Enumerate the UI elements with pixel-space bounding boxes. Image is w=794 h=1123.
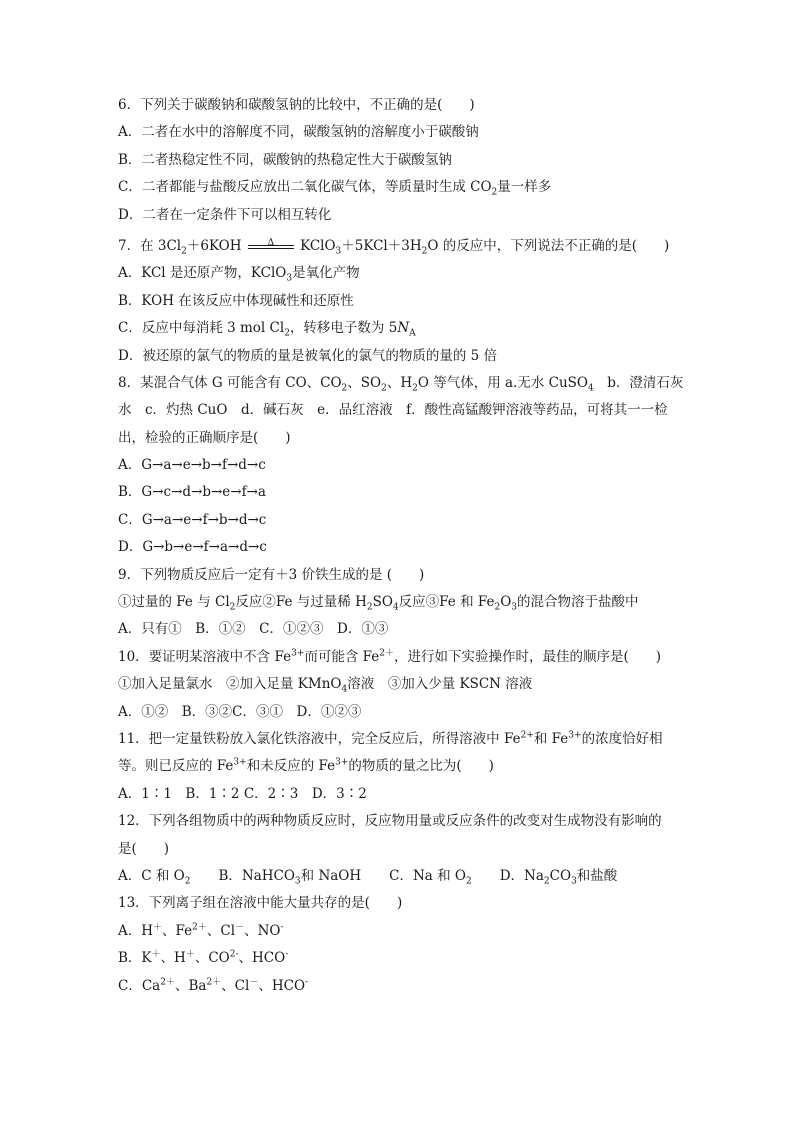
q8-option-b: B．G→c→d→b→e→f→a — [118, 484, 266, 501]
q9-stem: 9．下列物质反应后一定有＋3 价铁生成的是 ( ) — [118, 566, 425, 583]
q8-stem-line2: 水 c．灼热 CuO d．碱石灰 e．品红溶液 f．酸性高锰酸钾溶液等药品，可将其一一检 — [118, 402, 668, 419]
q7-stem: 7．在 $3Cl_2+6KOH$ Δ $KClO_3+5KCl+3H_2O$ 的反应中，下列说法不正确的是( ) — [118, 237, 670, 257]
q9-answers: A．只有① B．①② C．①②③ D．①③ — [118, 621, 389, 638]
q11-stem-line1: 11．把一定量铁粉放入氯化铁溶液中，完全反应后，所得溶液中 $Fe^{2+}$和 $Fe^{3+}$的浓度恰好相 — [118, 730, 663, 747]
q10-answers: A．①② B．③②C．③① D．①②③ — [118, 703, 362, 720]
q11-stem-line2: 等。则已反应的 $Fe^{3+}$和未反应的 $Fe^{3+}$的物质的量之比为( ) — [118, 757, 494, 775]
q12-options: A．C 和 $O_2$ B．NaHCO$_3$和 NaOH C．Na 和 $O_2$ D．$Na_2CO_3$和盐酸 — [118, 867, 618, 887]
q8-stem-line1: 8．某混合气体 G 可能含有 CO、$CO_2$、$SO_2$、$H_2O$ 等气体，用 a.无水 CuSO$_4$ b．澄清石灰 — [118, 374, 684, 394]
q6-option-b: B．二者热稳定性不同，碳酸钠的热稳定性大于碳酸氢钠 — [118, 151, 452, 168]
q6-option-a: A．二者在水中的溶解度不同，碳酸氢钠的溶解度小于碳酸钠 — [118, 124, 479, 141]
q12-stem-line2: 是( ) — [118, 840, 170, 857]
q7-option-d: D．被还原的氯气的物质的量是被氧化的氯气的物质的量的 5 倍 — [118, 347, 497, 364]
q12-stem-line1: 12．下列各组物质中的两种物质反应时，反应物用量或反应条件的改变对生成物没有影响的 — [118, 813, 662, 830]
q13-option-b: B．K＋、H＋、$CO^{2-}$、HCO- — [118, 949, 289, 967]
exam-page — [118, 92, 684, 1000]
q6-option-d: D．二者在一定条件下可以相互转化 — [118, 206, 332, 223]
q10-operations: ①加入足量氯水 ②加入足量 KMnO$_4$溶液 ③加入少量 KSCN 溶液 — [118, 676, 533, 695]
q7-option-c: C．反应中每消耗 3 mol $Cl_2$，转移电子数为 $5N_A$ — [118, 320, 416, 339]
q9-statements: ①过量的 Fe 与 $Cl_2$反应②Fe 与过量稀 $H_2SO_4$反应③Fe 和 $Fe_2O_3$的混合物溶于盐酸中 — [118, 594, 639, 613]
q6-stem: 6．下列关于碳酸钠和碳酸氢钠的比较中，不正确的是( ) — [118, 97, 475, 113]
q11-answers: A．1∶1 B．1∶2 C．2∶3 D．3∶2 — [118, 785, 367, 802]
q13-stem: 13．下列离子组在溶液中能大量共存的是( ) — [118, 895, 403, 912]
q7-option-a: A．KCl 是还原产物，KClO$_3$是氧化产物 — [118, 265, 360, 285]
heating-equals-sign: Δ — [248, 239, 294, 253]
q8-option-d: D．G→b→e→f→a→d→c — [118, 539, 267, 556]
q8-option-a: A．G→a→e→b→f→d→c — [118, 457, 266, 474]
q8-stem-line3: 出，检验的正确顺序是( ) — [118, 429, 291, 446]
q10-stem: 10．要证明某溶液中不含 $Fe^{3+}$而可能含 $Fe^{2+}$，进行如下实验操作时，最佳的顺序是( ) — [118, 648, 662, 665]
q7-option-b: B．KOH 在该反应中体现碱性和还原性 — [118, 292, 354, 309]
q8-option-c: C．G→a→e→f→b→d→c — [118, 511, 267, 528]
q6-option-c: C．二者都能与盐酸反应放出二氧化碳气体，等质量时生成 $CO_2$量一样多 — [118, 179, 552, 198]
q13-option-c: C．$Ca^{2+}$、$Ba^{2+}$、Cl－、HCO- — [118, 977, 309, 994]
q13-option-a: A．H＋、$Fe^{2+}$、Cl－、NO- — [118, 922, 284, 939]
